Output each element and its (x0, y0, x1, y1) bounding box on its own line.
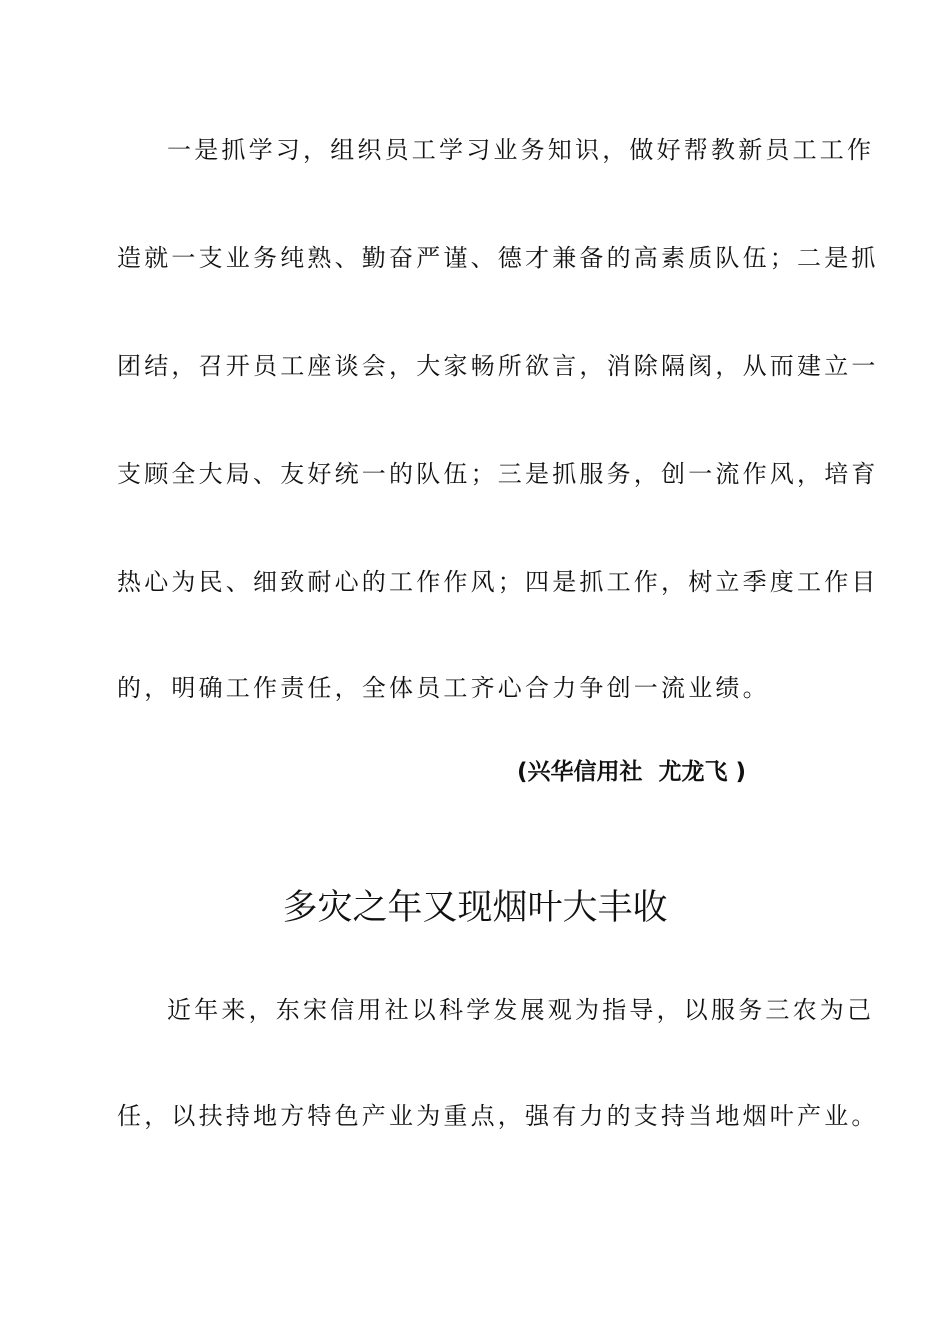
paragraph-line: 支顾全大局、友好统一的队伍；三是抓服务，创一流作风，培育 (117, 460, 879, 488)
paragraph-line: 近年来，东宋信用社以科学发展观为指导，以服务三农为己 (167, 996, 875, 1024)
paragraph-line: 团结，召开员工座谈会，大家畅所欲言，消除隔阂，从而建立一 (117, 352, 879, 380)
paragraph-line: 造就一支业务纯熟、勤奋严谨、德才兼备的高素质队伍；二是抓 (117, 244, 879, 272)
article-title: 多灾之年又现烟叶大丰收 (282, 888, 668, 928)
paragraph-line: 的，明确工作责任，全体员工齐心合力争创一流业绩。 (117, 674, 770, 702)
author-byline: (兴华信用社 尤龙飞 ) (517, 759, 747, 785)
paragraph-line: 任，以扶持地方特色产业为重点，强有力的支持当地烟叶产业。 (117, 1102, 879, 1130)
paragraph-line: 一是抓学习，组织员工学习业务知识，做好帮教新员工工作 (167, 136, 875, 164)
paragraph-line: 热心为民、细致耐心的工作作风；四是抓工作，树立季度工作目 (117, 568, 879, 596)
